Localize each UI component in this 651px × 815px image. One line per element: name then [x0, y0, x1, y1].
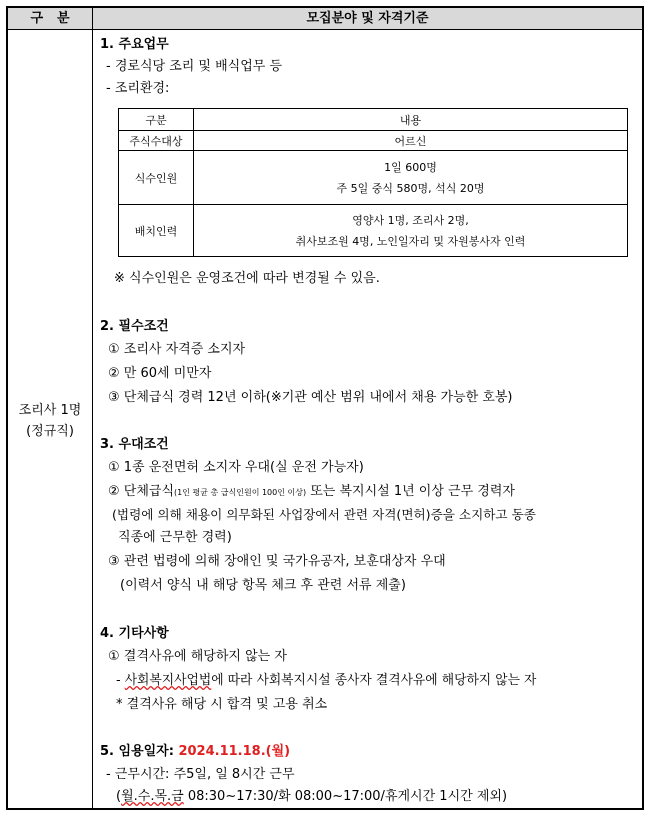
- sec2-title: 2. 필수조건: [100, 319, 169, 334]
- sec4-item-1a: - 사회복지사업법에 따라 사회복지시설 종사자 결격사유에 해당하지 않는 자: [116, 673, 537, 688]
- table-row: [119, 205, 628, 257]
- sec1-item-1: - 경로식당 조리 및 배식업무 등: [106, 59, 283, 74]
- sec2-item-1: ① 조리사 자격증 소지자: [108, 342, 246, 357]
- row-line: 영양사 1명, 조리사 2명,: [352, 213, 469, 227]
- sec3-item-2-detail2: 직종에 근무한 경력): [118, 530, 232, 545]
- sec1-note: ※ 식수인원은 운영조건에 따라 변경될 수 있음.: [114, 271, 380, 286]
- sec3-title: 3. 우대조건: [100, 437, 169, 452]
- row-line: 주 5일 중식 580명, 석식 20명: [336, 181, 485, 195]
- table-row: [119, 131, 628, 151]
- table-head-category: 구분: [119, 109, 194, 131]
- sec2-item-2: ② 만 60세 미만자: [108, 366, 212, 381]
- sec4-item-1b: * 결격사유 해당 시 합격 및 고용 취소: [116, 697, 328, 712]
- sec3-item-2: ② 단체급식(1인 평균 총 급식인원이 100인 이상) 또는 복지시설 1년 이상 근무 경력자: [108, 484, 515, 499]
- sec1-title: 1. 주요업무: [100, 37, 169, 52]
- row-label: 배치인력: [119, 205, 194, 257]
- position-title: 조리사 1명: [18, 403, 82, 418]
- row-content: [194, 151, 628, 205]
- header-category: 구분: [8, 8, 93, 30]
- table-head-content: 내용: [194, 109, 628, 131]
- sec3-item-3: ③ 관련 법령에 의해 장애인 및 국가유공자, 보훈대상자 우대: [108, 554, 446, 569]
- row-label: 식수인원: [119, 151, 194, 205]
- sec4-title: 4. 기타사항: [100, 626, 169, 641]
- row-line: 1일 600명: [384, 160, 437, 174]
- table-row: [119, 151, 628, 205]
- cooking-environment-table: [118, 108, 628, 257]
- sec5-item-2: (월.수.목.금 08:30~17:30/화 08:00~17:00/휴게시간 1시간 제외): [116, 789, 508, 804]
- sec3-item-1: ① 1종 운전면허 소지자 우대(실 운전 가능자): [108, 460, 364, 475]
- sec4-item-1: ① 결격사유에 해당하지 않는 자: [108, 649, 287, 664]
- position-type: (정규직): [26, 424, 74, 439]
- row-label: 주식수대상: [119, 131, 194, 151]
- position-cell: [8, 400, 92, 442]
- sec3-item-3-detail: (이력서 양식 내 해당 항목 체크 후 관련 서류 제출): [120, 578, 406, 593]
- sec5-item-1: - 근무시간: 주5일, 일 8시간 근무: [106, 767, 295, 782]
- row-line: 취사보조원 4명, 노인일자리 및 자원봉사자 인력: [295, 234, 526, 248]
- sec2-item-3: ③ 단체급식 경력 12년 이하(※기관 예산 범위 내에서 채용 가능한 호봉): [108, 390, 513, 405]
- sec1-item-2: - 조리환경:: [106, 81, 170, 96]
- column-divider: [92, 30, 93, 808]
- appointment-date: 2024.11.18.(월): [178, 744, 291, 759]
- recruitment-table: [6, 6, 644, 810]
- row-content: 어르신: [194, 131, 628, 151]
- row-content: [194, 205, 628, 257]
- header-criteria: 모집분야 및 자격기준: [93, 8, 642, 30]
- sec5-title: 5. 임용일자: 2024.11.18.(월): [100, 744, 291, 759]
- sec3-item-2-detail: (법령에 의해 채용이 의무화된 사업장에서 관련 자격(면허)증을 소지하고 동종: [112, 507, 536, 522]
